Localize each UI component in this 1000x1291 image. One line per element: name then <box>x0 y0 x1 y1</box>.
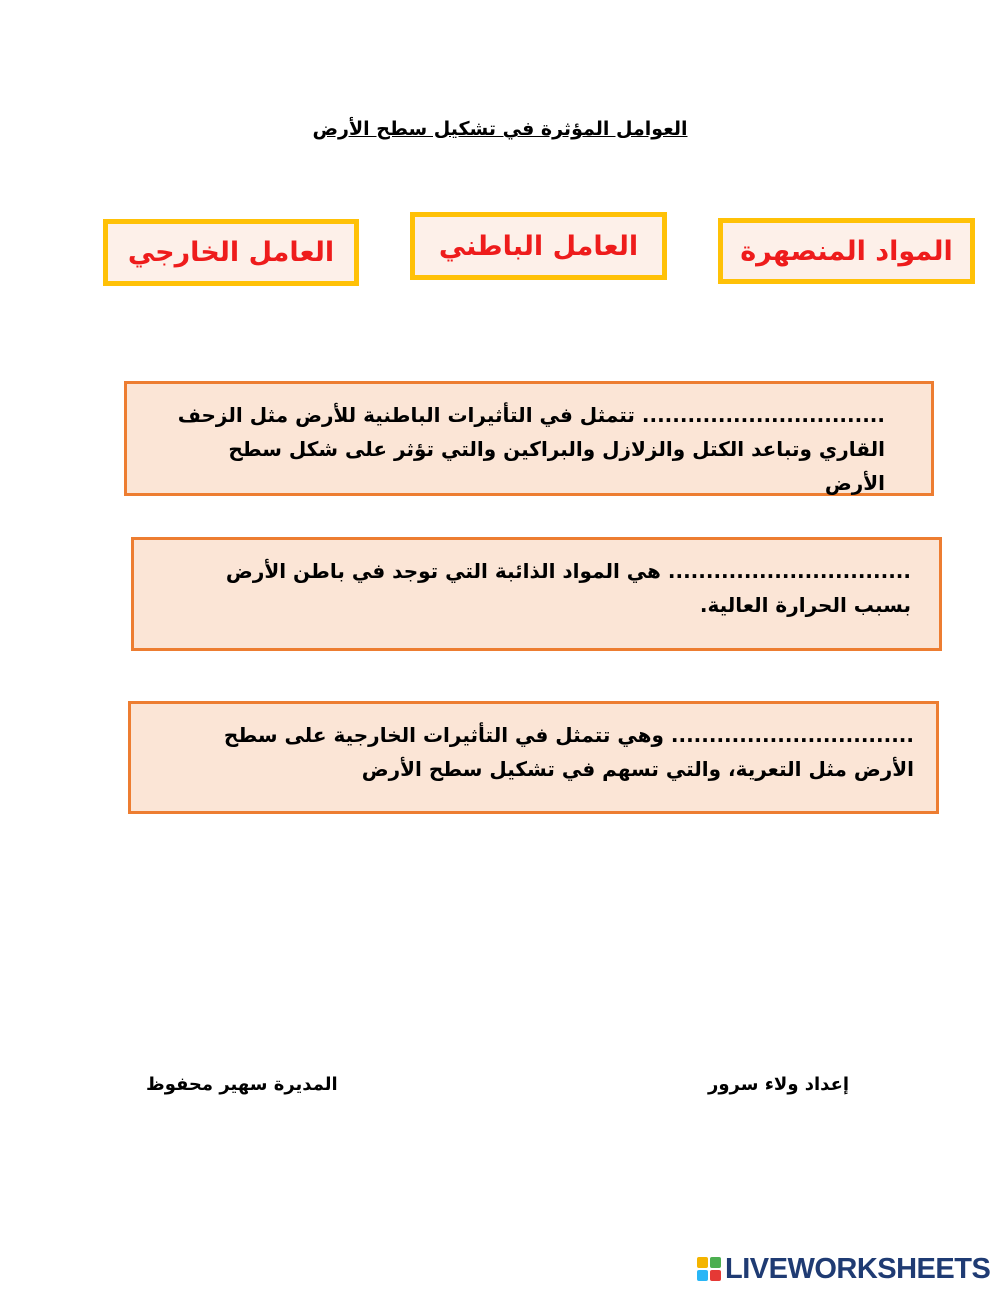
answer-blank-3[interactable]: ................................ <box>670 723 914 747</box>
logo-square-3 <box>697 1270 708 1281</box>
credit-author: إعداد ولاء سرور <box>708 1074 850 1095</box>
word-bank-internal-factor[interactable]: العامل الباطني <box>410 212 667 280</box>
definition-box-2 <box>131 537 942 651</box>
logo-mark-icon <box>697 1257 721 1281</box>
answer-blank-1[interactable]: ................................ <box>641 403 885 427</box>
logo-text: LIVEWORKSHEETS <box>725 1252 991 1285</box>
logo-square-4 <box>710 1270 721 1281</box>
definition-text-1: تتمثل في التأثيرات الباطنية للأرض مثل الزحف القاري وتباعد الكتل والزلازل والبراكين والتي تؤثر على شكل سطح الأرض <box>177 403 885 495</box>
definition-box-3 <box>128 701 939 814</box>
definition-text-3: وهي تتمثل في التأثيرات الخارجية على سطح الأرض مثل التعرية، والتي تسهم في تشكيل سطح الأرض <box>223 723 914 781</box>
answer-blank-2[interactable]: ................................ <box>667 559 911 583</box>
credit-director: المديرة سهير محفوظ <box>146 1074 338 1095</box>
liveworksheets-logo[interactable] <box>697 1254 990 1284</box>
definition-text-2: هي المواد الذائبة التي توجد في باطن الأرض بسبب الحرارة العالية. <box>225 559 911 617</box>
word-bank-molten-materials[interactable]: المواد المنصهرة <box>718 218 975 284</box>
page-title: العوامل المؤثرة في تشكيل سطح الأرض <box>312 118 688 140</box>
logo-square-1 <box>697 1257 708 1268</box>
definition-box-1 <box>124 381 934 496</box>
word-bank-external-factor[interactable]: العامل الخارجي <box>103 219 359 286</box>
logo-square-2 <box>710 1257 721 1268</box>
